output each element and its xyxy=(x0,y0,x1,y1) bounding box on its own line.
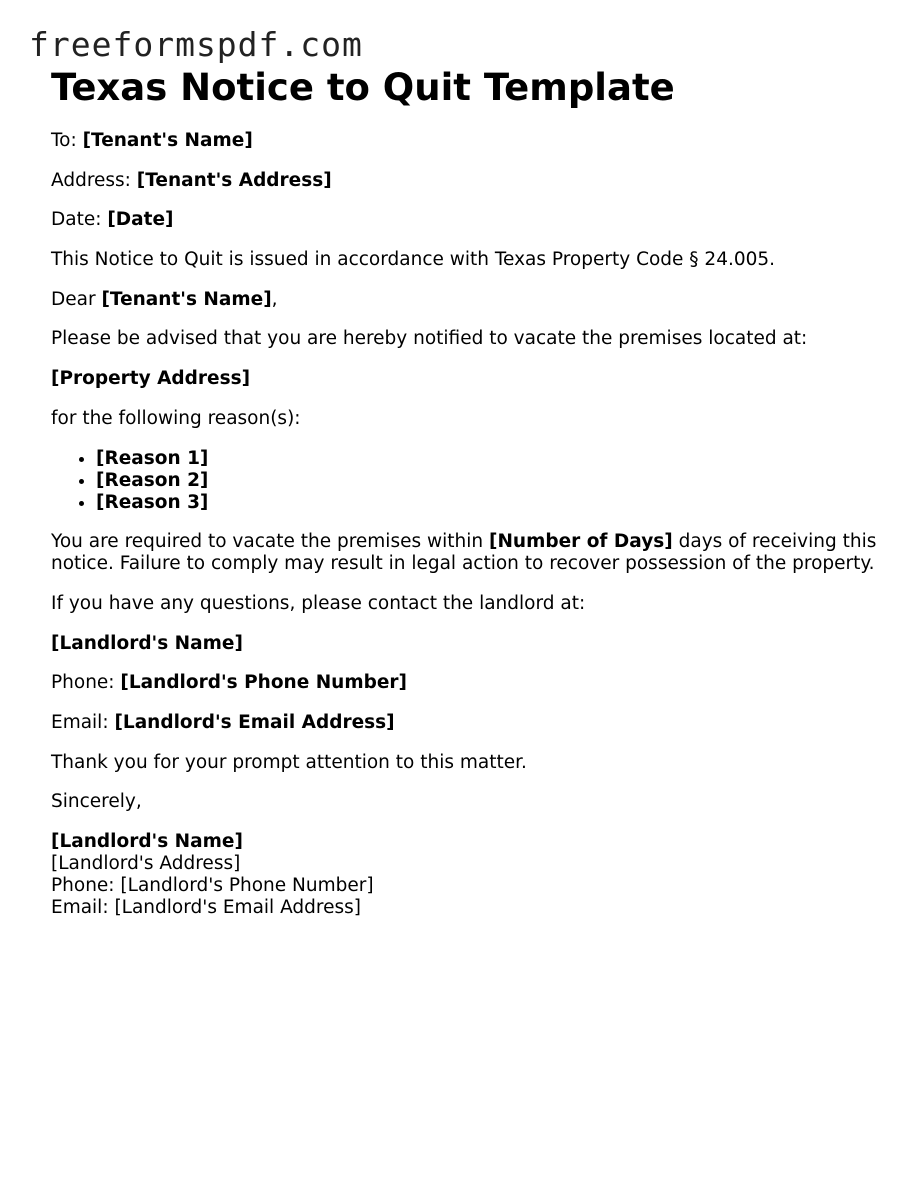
tenant-name-field: [Tenant's Name] xyxy=(82,130,253,151)
reasons-intro: for the following reason(s): xyxy=(51,407,301,429)
closing: Sincerely, xyxy=(51,791,142,813)
vacate-before: You are required to vacate the premises within xyxy=(51,531,489,553)
signature-name: [Landlord's Name] xyxy=(51,831,243,852)
salutation-prefix: Dear xyxy=(51,288,102,310)
to-line xyxy=(51,130,891,152)
vacate-paragraph xyxy=(51,531,891,575)
tenant-address-field: [Tenant's Address] xyxy=(136,169,332,191)
signature-email: Email: [Landlord's Email Address] xyxy=(51,897,361,918)
phone-line xyxy=(51,672,891,694)
landlord-phone-field: [Landlord's Phone Number] xyxy=(120,672,407,694)
reasons-list xyxy=(51,448,891,514)
questions-line: If you have any questions, please contact the landlord at: xyxy=(51,592,586,614)
watermark: freeformspdf.com xyxy=(29,25,363,64)
to-label: To: xyxy=(51,130,83,151)
signature-block xyxy=(51,831,891,919)
address-label: Address: xyxy=(51,169,137,191)
statute-line: This Notice to Quit is issued in accordance with Texas Property Code § 24.005. xyxy=(51,249,776,271)
reason-item: • [Reason 3] xyxy=(96,492,891,514)
date-label: Date: xyxy=(51,209,108,231)
thanks-line: Thank you for your prompt attention to this matter. xyxy=(51,751,527,773)
salutation-suffix: , xyxy=(271,288,278,310)
advise-line: Please be advised that you are hereby notified to vacate the premises located at: xyxy=(51,328,808,350)
page-title: Texas Notice to Quit Template xyxy=(51,66,675,109)
property-address-field: [Property Address] xyxy=(51,368,251,390)
signature-address: [Landlord's Address] xyxy=(51,853,241,874)
vacate-after: days of receiving this notice. Failure to comply may result in legal action to recover possession of the property. xyxy=(51,531,877,575)
signature-phone: Phone: [Landlord's Phone Number] xyxy=(51,875,374,896)
email-label: Email: xyxy=(51,711,115,733)
date-line xyxy=(51,209,891,231)
property-address-line xyxy=(51,368,891,390)
salutation-tenant-name: [Tenant's Name] xyxy=(101,288,272,310)
document-page xyxy=(51,66,891,937)
reason-item: • [Reason 1] xyxy=(96,448,891,470)
salutation xyxy=(51,289,891,311)
landlord-name-field: [Landlord's Name] xyxy=(51,632,243,654)
phone-label: Phone: xyxy=(51,672,121,694)
date-field: [Date] xyxy=(107,209,174,231)
email-line xyxy=(51,712,891,734)
landlord-name-line xyxy=(51,633,891,655)
number-of-days-field: [Number of Days] xyxy=(488,531,673,553)
reason-item: • [Reason 2] xyxy=(96,470,891,492)
landlord-email-field: [Landlord's Email Address] xyxy=(114,711,395,733)
address-line xyxy=(51,170,891,192)
